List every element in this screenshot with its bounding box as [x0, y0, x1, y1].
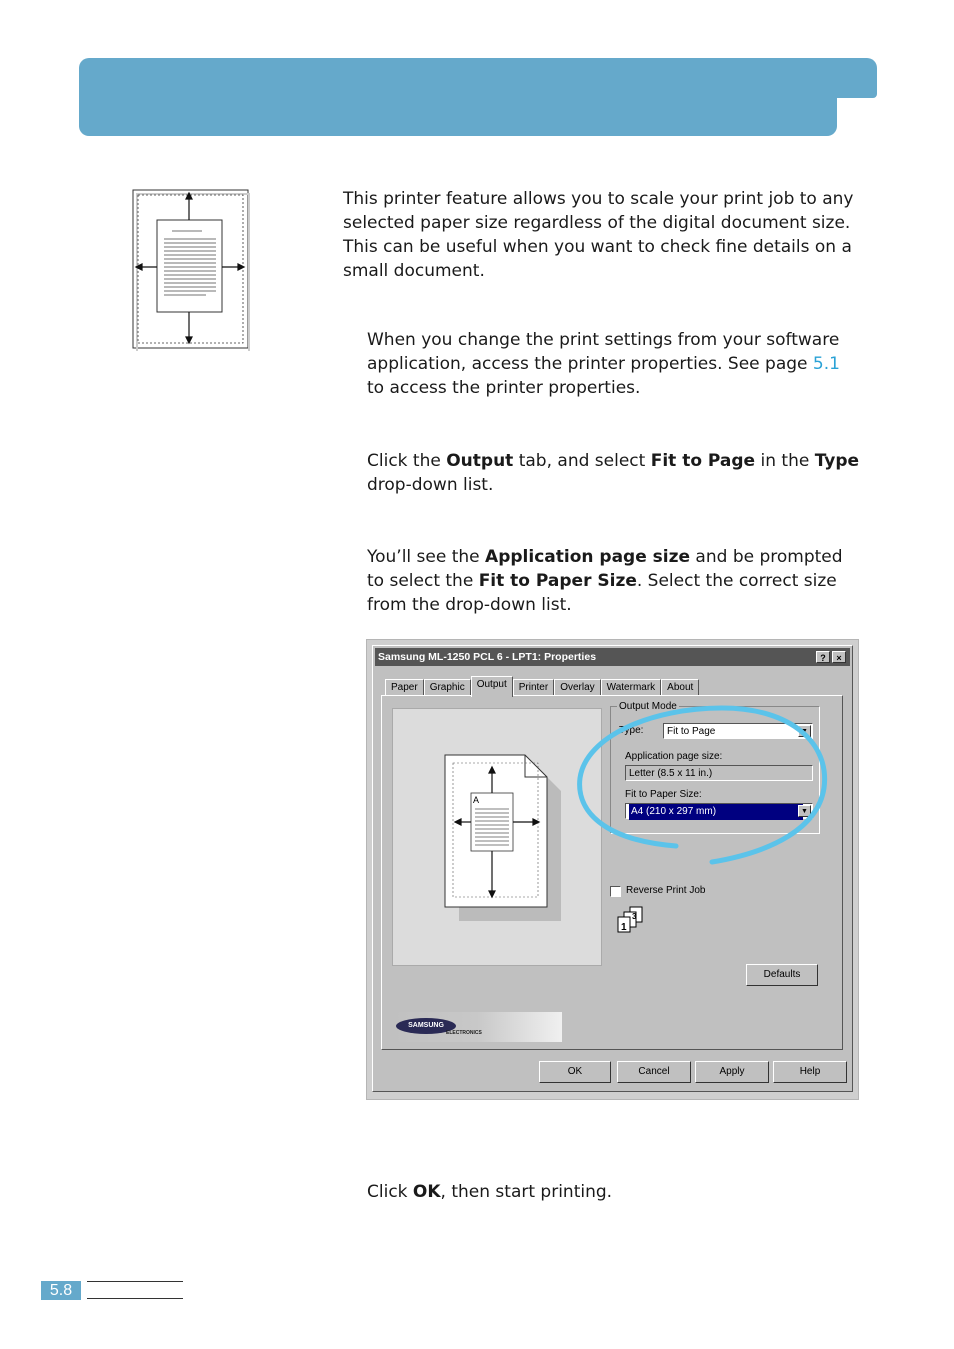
type-label: Type:	[619, 725, 644, 736]
fit-to-paper-size-dropdown[interactable]: A4 (210 x 297 mm) ▼	[625, 803, 813, 819]
footer-rule-bottom	[87, 1298, 183, 1299]
apply-button[interactable]: Apply	[695, 1061, 769, 1083]
step-2-text: Click the Output tab, and select Fit to Page in the Type drop-down list.	[367, 451, 860, 495]
intro-paragraph: This printer feature allows you to scale your print job to any selected paper size regardless of the digital document size. This can be useful when you want to check fine details on a small document.	[343, 189, 854, 281]
tab-about[interactable]: About	[661, 679, 699, 696]
ok-button[interactable]: OK	[539, 1061, 611, 1083]
page-order-icon	[616, 906, 648, 934]
help-icon[interactable]: ?	[816, 651, 830, 663]
preview-letter: A	[473, 795, 480, 805]
scaling-illustration-icon	[132, 189, 250, 351]
defaults-button[interactable]: Defaults	[746, 964, 818, 986]
page-preview	[392, 708, 602, 966]
output-mode-label: Output Mode	[619, 701, 677, 712]
cancel-button[interactable]: Cancel	[617, 1061, 691, 1083]
step-3-text: You’ll see the Application page size and be prompted to select the Fit to Paper Size. Select the correct size from the drop-down list.	[367, 547, 843, 615]
application-page-size-field: Letter (8.5 x 11 in.)	[625, 765, 813, 781]
fit-to-page-preview-icon	[393, 709, 601, 965]
fit-to-paper-size-label: Fit to Paper Size:	[625, 789, 702, 800]
highlight-circle-icon	[572, 700, 832, 875]
tab-output[interactable]: Output	[471, 676, 513, 697]
samsung-logo: SAMSUNG	[396, 1018, 456, 1034]
header-banner	[79, 58, 837, 136]
application-page-size-label: Application page size:	[625, 751, 723, 762]
tab-watermark[interactable]: Watermark	[601, 679, 662, 696]
page-number: 5.8	[41, 1281, 81, 1300]
svg-text:1: 1	[621, 922, 627, 933]
dialog-titlebar	[375, 648, 850, 666]
type-dropdown[interactable]: Fit to Page ▼	[663, 723, 813, 739]
header-banner-tab	[820, 58, 877, 98]
tab-graphic[interactable]: Graphic	[424, 679, 471, 696]
svg-text:3: 3	[632, 912, 637, 921]
page-link[interactable]: 5.1	[812, 354, 840, 374]
dialog-tabs	[385, 676, 699, 696]
reverse-print-job-label: Reverse Print Job	[626, 885, 706, 896]
tab-printer[interactable]: Printer	[513, 679, 554, 696]
chevron-down-icon[interactable]: ▼	[798, 805, 811, 817]
tab-paper[interactable]: Paper	[385, 679, 424, 696]
properties-dialog-screenshot	[366, 639, 859, 1100]
samsung-logo-subtitle: ELECTRONICS	[446, 1030, 482, 1036]
footer-rule-top	[87, 1281, 183, 1282]
dialog-title: Samsung ML-1250 PCL 6 - LPT1: Properties	[378, 651, 597, 663]
samsung-logo-strip	[392, 1012, 562, 1042]
close-icon[interactable]: ×	[832, 651, 846, 663]
step-1-text: When you change the print settings from your software application, access the printer properties. See page 5.1 to access the printer properties.	[367, 330, 840, 398]
step-4-text: Click OK, then start printing.	[367, 1182, 613, 1202]
tab-overlay[interactable]: Overlay	[554, 679, 600, 696]
help-button[interactable]: Help	[773, 1061, 847, 1083]
reverse-print-job-checkbox[interactable]	[610, 886, 621, 897]
chevron-down-icon[interactable]: ▼	[798, 725, 811, 737]
